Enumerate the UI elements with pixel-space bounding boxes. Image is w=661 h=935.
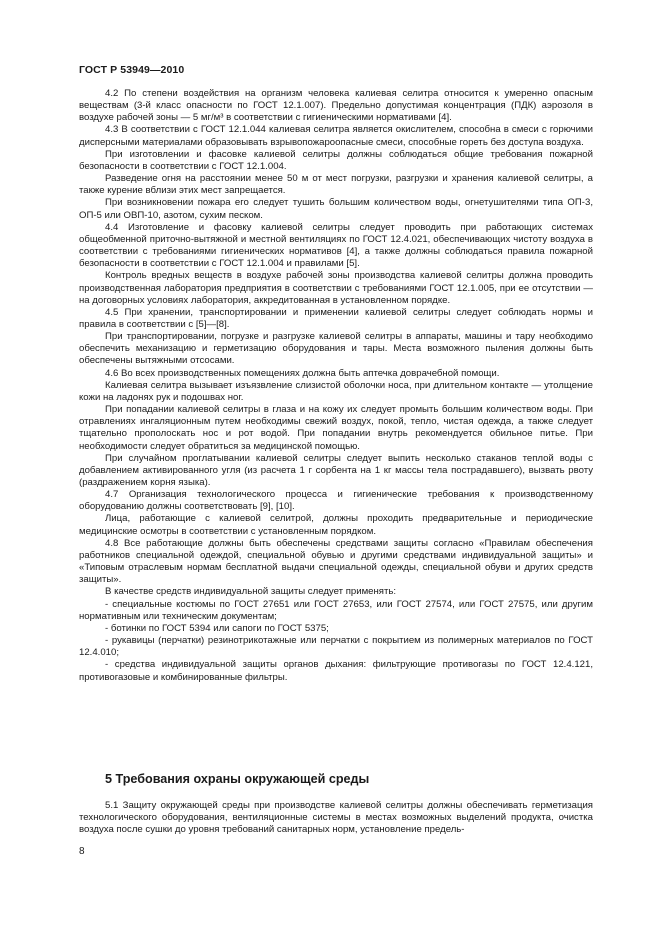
paragraph: Калиевая селитра вызывает изъязвление слизистой оболочки носа, при длительном контакте — утолщение кожи на ладонях рук и подошвах ног. <box>79 379 593 403</box>
list-item: - специальные костюмы по ГОСТ 27651 или ГОСТ 27653, или ГОСТ 27574, или ГОСТ 27575, или другим нормативным или техническим документам; <box>79 598 593 622</box>
paragraph-4-2: 4.2 По степени воздействия на организм человека калиевая селитра относится к умеренно опасным веществам (3-й класс опасности по ГОСТ 12.1.007). Предельно допустимая концентрация (ПДК) аэрозоля в воздухе рабочей зоны — 5 мг/м³ в соответствии с гигиеническими нормативами [4]. <box>79 88 593 124</box>
paragraph-4-6: 4.6 Во всех производственных помещениях должна быть аптечка доврачебной помощи. <box>105 367 500 379</box>
paragraph: Контроль вредных веществ в воздухе рабочей зоны производства калиевой селитры должна проводить производственная лаборатория предприятия в соответствии с требованиями ГОСТ 12.1.005, при ее отсутствии — на договорных условиях лаборатория, аккредитованная в установленном порядке. <box>79 270 593 306</box>
paragraph-4-8: 4.8 Все работающие должны быть обеспечены средствами защиты согласно «Правилам обеспечения работников специальной одеждой, специальной обувью и другими средствами индивидуальной защиты» и «Типовым отраслевым нормам бесплатной выдачи специальной одежды, специальной обуви и других средств защиты». <box>79 537 593 586</box>
section-4-body <box>79 88 593 684</box>
paragraph-4-5: 4.5 При хранении, транспортировании и применении калиевой селитры следует соблюдать нормы и правила в соответствии с [5]—[8]. <box>79 306 593 330</box>
document-header: ГОСТ Р 53949—2010 <box>79 64 185 76</box>
page-number: 8 <box>79 846 85 857</box>
paragraph: При случайном проглатывании калиевой селитры следует выпить несколько стаканов теплой воды с добавлением активированного угля (из расчета 1 г сорбента на 1 кг массы тела пострадавшего), вызвать рвоту (раздражением корня языка). <box>79 452 593 488</box>
list-item: - ботинки по ГОСТ 5394 или сапоги по ГОСТ 5375; <box>105 622 329 634</box>
section-5-heading: 5 Требования охраны окружающей среды <box>105 772 370 786</box>
paragraph: В качестве средств индивидуальной защиты следует применять: <box>105 586 397 598</box>
paragraph-4-3: 4.3 В соответствии с ГОСТ 12.1.044 калиевая селитра является окислителем, способна в смеси с горючими дисперсными материалами образовывать взрывопожароопасные смеси, способные гореть без доступа воздуха. <box>79 124 593 148</box>
paragraph-4-7: 4.7 Организация технологического процесса и гигиенические требования к производственному оборудованию должны соответствовать [9], [10]. <box>79 489 593 513</box>
paragraph: При изготовлении и фасовке калиевой селитры должны соблюдаться общие требования пожарной безопасности в соответствии с ГОСТ 12.1.004. <box>79 148 593 172</box>
paragraph: Разведение огня на расстоянии менее 50 м от мест погрузки, разгрузки и хранения калиевой селитры, а также курение вблизи этих мест запрещается. <box>79 173 593 197</box>
section-5-body <box>79 800 593 836</box>
paragraph-5-1: 5.1 Защиту окружающей среды при производстве калиевой селитры должны обеспечивать герметизация технологического оборудования, вентиляционные системы в местах возможных выделений продукта, очистка воздуха после сушки до уровня требований санитарных норм, установление предель- <box>79 800 593 836</box>
paragraph: При возникновении пожара его следует тушить большим количеством воды, огнетушителями типа ОП-3, ОП-5 или ОВП-10, азотом, сухим песком. <box>79 197 593 221</box>
list-item: - средства индивидуальной защиты органов дыхания: фильтрующие противогазы по ГОСТ 12.4.121, противогазовые и комбинированные фильтры. <box>79 659 593 683</box>
paragraph: При транспортировании, погрузке и разгрузке калиевой селитры в аппараты, машины и тару необходимо обеспечить механизацию и герметизацию оборудования и тары. Места возможного пыления должны быть обеспечены вытяжными отсосами. <box>79 331 593 367</box>
list-item: - рукавицы (перчатки) резинотрикотажные или перчатки с покрытием из полимерных материалов по ГОСТ 12.4.010; <box>79 635 593 659</box>
paragraph: Лица, работающие с калиевой селитрой, должны проходить предварительные и периодические медицинские осмотры в соответствии с установленным порядком. <box>79 513 593 537</box>
paragraph: При попадании калиевой селитры в глаза и на кожу их следует промыть большим количеством воды. При отравлениях ингаляционным путем необходимы свежий воздух, покой, тепло, чистая одежда, а также следует тщательно прополоскать нос и рот водой. При попадании внутрь рекомендуется обильное питье. При необходимости следует обратиться за медицинской помощью. <box>79 404 593 452</box>
paragraph-4-4: 4.4 Изготовление и фасовку калиевой селитры следует проводить при работающих системах общеобменной приточно-вытяжной и местной вентиляциях по ГОСТ 12.4.021, обеспечивающих чистоту воздуха в соответствии с требованиями гигиенических нормативов [4], а также должны соблюдаться правила пожарной безопасности в соответствии с ГОСТ 12.1.004 и правилами [5]. <box>79 221 593 270</box>
